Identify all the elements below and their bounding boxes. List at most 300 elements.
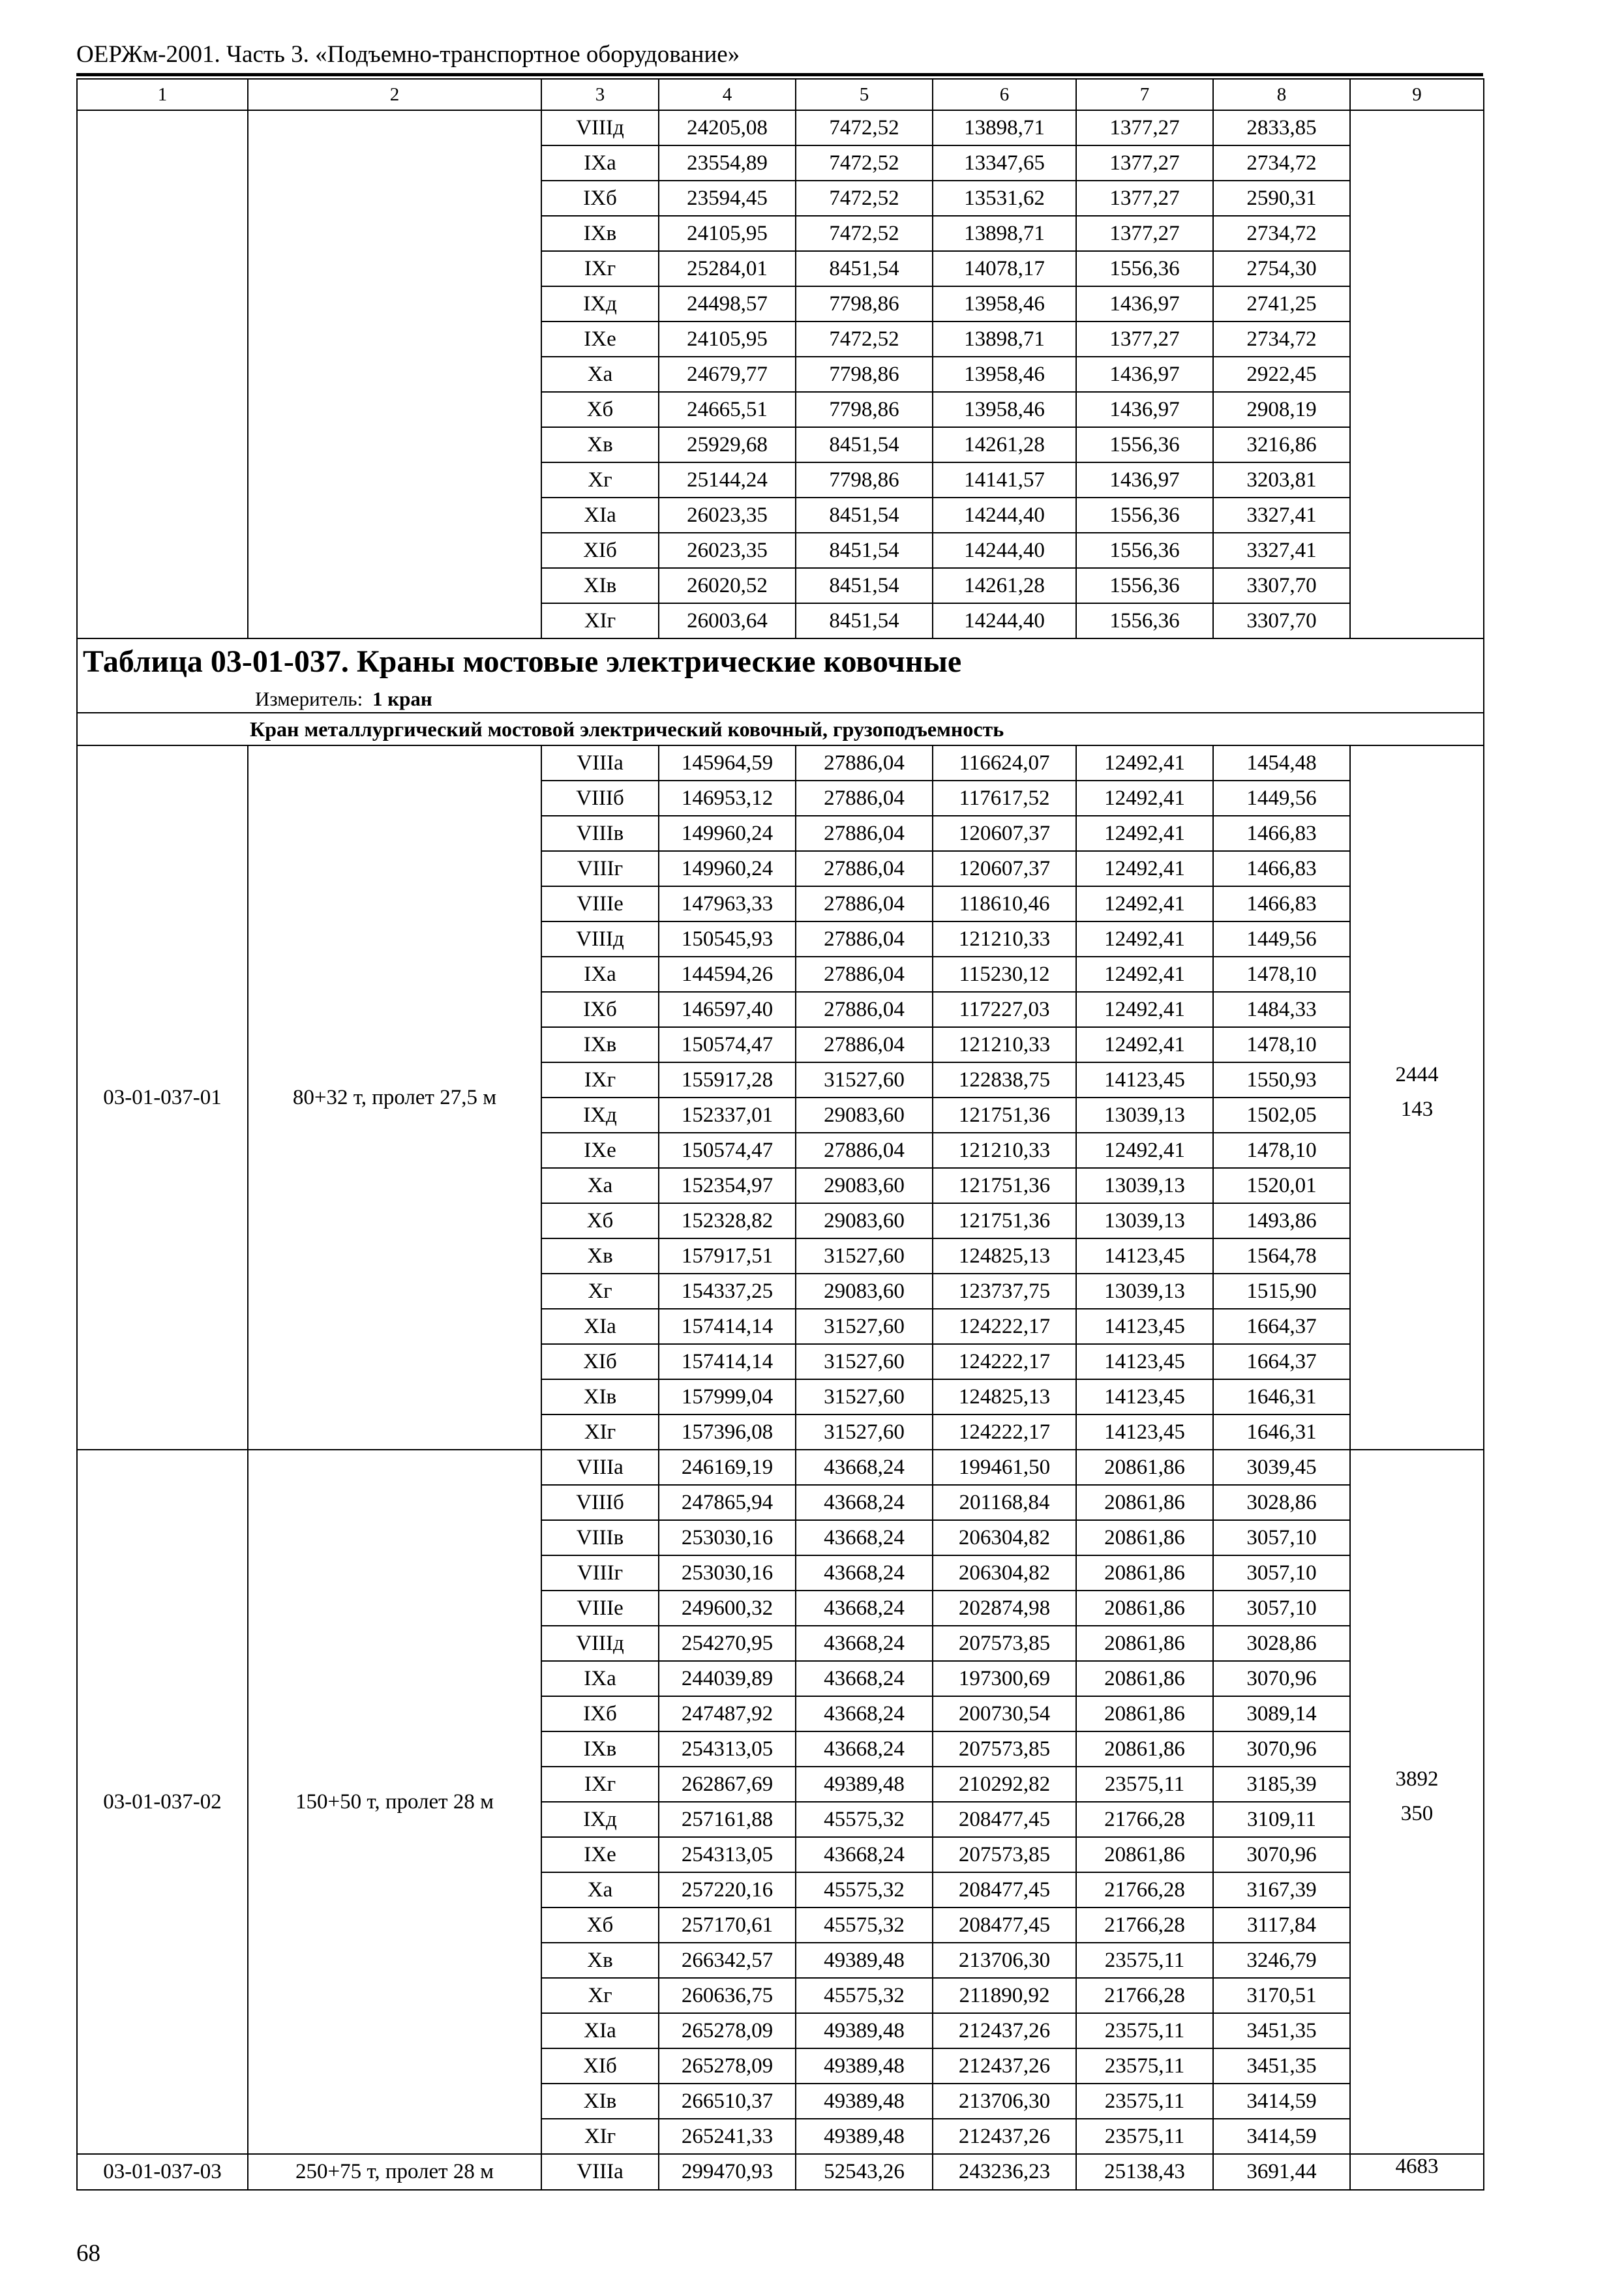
table-cell: 14123,45 <box>1076 1062 1213 1098</box>
table-cell: 1436,97 <box>1076 357 1213 392</box>
table-cell: 24498,57 <box>659 286 796 322</box>
table-cell: 1478,10 <box>1213 957 1350 992</box>
table-cell: 43668,24 <box>796 1626 933 1661</box>
table-cell: 150574,47 <box>659 1027 796 1062</box>
table-cell: 3057,10 <box>1213 1520 1350 1555</box>
table-cell: 13347,65 <box>933 145 1076 181</box>
table-cell: XIа <box>541 2013 659 2048</box>
table-cell: 23575,11 <box>1076 1943 1213 1978</box>
column-number-row <box>77 79 1484 110</box>
table-cell: 149960,24 <box>659 851 796 886</box>
table-cell: 13039,13 <box>1076 1203 1213 1238</box>
table-cell: 3451,35 <box>1213 2013 1350 2048</box>
table-cell: VIIIе <box>541 1591 659 1626</box>
table-cell: 27886,04 <box>796 1133 933 1168</box>
table-cell: 20861,86 <box>1076 1591 1213 1626</box>
table-cell: 43668,24 <box>796 1450 933 1485</box>
table-cell: 121210,33 <box>933 921 1076 957</box>
table-cell: 29083,60 <box>796 1203 933 1238</box>
table-cell: 52543,26 <box>796 2154 933 2190</box>
table-cell: 157999,04 <box>659 1379 796 1414</box>
table-cell: 7472,52 <box>796 216 933 251</box>
table-cell: 26023,35 <box>659 533 796 568</box>
table-cell: 199461,50 <box>933 1450 1076 1485</box>
table-cell: 13898,71 <box>933 322 1076 357</box>
table-cell: 253030,16 <box>659 1555 796 1591</box>
table-cell: 26023,35 <box>659 498 796 533</box>
col9-value: 3892 <box>1395 1767 1439 1791</box>
table-cell: 3117,84 <box>1213 1908 1350 1943</box>
table-cell: 208477,45 <box>933 1872 1076 1908</box>
table-cell: 25144,24 <box>659 462 796 498</box>
table-cell: IXг <box>541 1062 659 1098</box>
table-cell: 1466,83 <box>1213 816 1350 851</box>
table-cell: 254313,05 <box>659 1837 796 1872</box>
table-cell: 24679,77 <box>659 357 796 392</box>
table-cell: 1478,10 <box>1213 1133 1350 1168</box>
table-cell: VIIIа <box>541 745 659 781</box>
table-cell: 121751,36 <box>933 1203 1076 1238</box>
table-row <box>77 110 1484 145</box>
table-cell: 152328,82 <box>659 1203 796 1238</box>
table-cell: 1484,33 <box>1213 992 1350 1027</box>
column-number: 5 <box>796 79 933 110</box>
table-cell: 14123,45 <box>1076 1344 1213 1379</box>
table-cell: 206304,82 <box>933 1520 1076 1555</box>
table-cell: 145964,59 <box>659 745 796 781</box>
table-cell: Xг <box>541 1274 659 1309</box>
table-cell: 29083,60 <box>796 1274 933 1309</box>
table-cell: 23575,11 <box>1076 2119 1213 2154</box>
table-cell: 21766,28 <box>1076 1872 1213 1908</box>
table-cell: IXг <box>541 251 659 286</box>
table-cell: XIв <box>541 568 659 603</box>
table-cell: 20861,86 <box>1076 1520 1213 1555</box>
table-cell: VIIIв <box>541 816 659 851</box>
item-code: 03-01-037-01 <box>77 745 248 1450</box>
table-cell: 1436,97 <box>1076 462 1213 498</box>
table-cell: 43668,24 <box>796 1485 933 1520</box>
header-rule <box>76 73 1483 76</box>
table-cell: 2908,19 <box>1213 392 1350 427</box>
table-cell: 7472,52 <box>796 110 933 145</box>
table-cell: 121210,33 <box>933 1133 1076 1168</box>
table-cell: 1564,78 <box>1213 1238 1350 1274</box>
table-cell: 24665,51 <box>659 392 796 427</box>
column-number: 7 <box>1076 79 1213 110</box>
table-cell: 29083,60 <box>796 1098 933 1133</box>
table-cell: 1556,36 <box>1076 251 1213 286</box>
table-cell: 49389,48 <box>796 2013 933 2048</box>
item-name <box>248 110 541 638</box>
table-cell: 262867,69 <box>659 1767 796 1802</box>
table-subtitle: Кран металлургический мостовой электрический ковочный, грузоподъемность <box>77 713 1484 745</box>
table-cell: XIа <box>541 498 659 533</box>
table-cell: 27886,04 <box>796 1027 933 1062</box>
table-cell: 265241,33 <box>659 2119 796 2154</box>
table-cell: IXв <box>541 1027 659 1062</box>
table-cell: 1493,86 <box>1213 1203 1350 1238</box>
table-cell: VIIIг <box>541 1555 659 1591</box>
table-cell: 201168,84 <box>933 1485 1076 1520</box>
table-cell: 45575,32 <box>796 1802 933 1837</box>
table-cell: 1664,37 <box>1213 1344 1350 1379</box>
table-cell: 211890,92 <box>933 1978 1076 2013</box>
table-cell: 3057,10 <box>1213 1591 1350 1626</box>
table-cell: 254313,05 <box>659 1731 796 1767</box>
table-cell: 12492,41 <box>1076 781 1213 816</box>
col9-value: 2444 <box>1395 1063 1439 1086</box>
table-cell: 1377,27 <box>1076 322 1213 357</box>
table-cell: 20861,86 <box>1076 1626 1213 1661</box>
table-cell: 23575,11 <box>1076 2048 1213 2084</box>
item-name: 80+32 т, пролет 27,5 м <box>248 745 541 1450</box>
table-cell: 23575,11 <box>1076 2084 1213 2119</box>
table-cell: 257161,88 <box>659 1802 796 1837</box>
table-cell: 254270,95 <box>659 1626 796 1661</box>
table-cell: 23575,11 <box>1076 1767 1213 1802</box>
table-cell: 20861,86 <box>1076 1485 1213 1520</box>
table-cell: 49389,48 <box>796 1767 933 1802</box>
table-cell: 207573,85 <box>933 1731 1076 1767</box>
col9-value: 143 <box>1400 1098 1434 1121</box>
table-cell: IXд <box>541 1802 659 1837</box>
table-cell: 253030,16 <box>659 1520 796 1555</box>
table-cell: 49389,48 <box>796 2084 933 2119</box>
item-col9 <box>1350 2154 1484 2190</box>
page-number: 68 <box>76 2240 100 2267</box>
table-cell: 7472,52 <box>796 181 933 216</box>
table-cell: 27886,04 <box>796 992 933 1027</box>
table-cell: 3109,11 <box>1213 1802 1350 1837</box>
table-cell: 13039,13 <box>1076 1274 1213 1309</box>
table-cell: 31527,60 <box>796 1379 933 1414</box>
table-cell: 212437,26 <box>933 2013 1076 2048</box>
table-cell: IXб <box>541 181 659 216</box>
table-cell: 3185,39 <box>1213 1767 1350 1802</box>
table-cell: 12492,41 <box>1076 921 1213 957</box>
table-cell: XIб <box>541 533 659 568</box>
table-cell: Xв <box>541 1943 659 1978</box>
table-cell: 154337,25 <box>659 1274 796 1309</box>
table-cell: IXд <box>541 1098 659 1133</box>
table-cell: 20861,86 <box>1076 1696 1213 1731</box>
table-cell: 2754,30 <box>1213 251 1350 286</box>
table-cell: 3167,39 <box>1213 1872 1350 1908</box>
measure-label: Измеритель: <box>255 687 363 710</box>
table-cell: 7472,52 <box>796 145 933 181</box>
table-cell: 124222,17 <box>933 1344 1076 1379</box>
table-cell: 7798,86 <box>796 286 933 322</box>
table-cell: 155917,28 <box>659 1062 796 1098</box>
column-number: 6 <box>933 79 1076 110</box>
item-col9 <box>1350 1450 1484 2154</box>
table-cell: 200730,54 <box>933 1696 1076 1731</box>
table-cell: Xв <box>541 1238 659 1274</box>
table-cell: 27886,04 <box>796 851 933 886</box>
table-cell: 1550,93 <box>1213 1062 1350 1098</box>
table-cell: 26020,52 <box>659 568 796 603</box>
table-cell: 31527,60 <box>796 1344 933 1379</box>
table-cell: 150574,47 <box>659 1133 796 1168</box>
subtitle-row <box>77 713 1484 745</box>
table-cell: 13039,13 <box>1076 1098 1213 1133</box>
table-title: Таблица 03-01-037. Краны мостовые электрические ковочные <box>77 638 1484 685</box>
table-cell: 20861,86 <box>1076 1837 1213 1872</box>
table-cell: 24105,95 <box>659 216 796 251</box>
table-cell: 43668,24 <box>796 1555 933 1591</box>
table-cell: 26003,64 <box>659 603 796 638</box>
table-cell: 1520,01 <box>1213 1168 1350 1203</box>
table-cell: XIг <box>541 1414 659 1450</box>
table-cell: XIг <box>541 2119 659 2154</box>
table-cell: 1377,27 <box>1076 145 1213 181</box>
table-cell: 23554,89 <box>659 145 796 181</box>
table-cell: 1478,10 <box>1213 1027 1350 1062</box>
table-cell: 244039,89 <box>659 1661 796 1696</box>
measure-value: 1 кран <box>372 687 432 710</box>
table-cell: IXе <box>541 1837 659 1872</box>
table-cell: 2734,72 <box>1213 322 1350 357</box>
table-cell: 1436,97 <box>1076 286 1213 322</box>
table-cell: 2734,72 <box>1213 216 1350 251</box>
table-cell: 266342,57 <box>659 1943 796 1978</box>
table-cell: 121210,33 <box>933 1027 1076 1062</box>
item-col9 <box>1350 745 1484 1450</box>
table-cell: IXб <box>541 1696 659 1731</box>
table-cell: 7472,52 <box>796 322 933 357</box>
table-cell: 13958,46 <box>933 392 1076 427</box>
column-number: 4 <box>659 79 796 110</box>
rates-table <box>76 78 1484 2191</box>
table-cell: VIIIб <box>541 781 659 816</box>
table-cell: 14123,45 <box>1076 1414 1213 1450</box>
table-cell: 2590,31 <box>1213 181 1350 216</box>
table-cell: 202874,98 <box>933 1591 1076 1626</box>
table-cell: 3028,86 <box>1213 1485 1350 1520</box>
table-cell: 1556,36 <box>1076 533 1213 568</box>
table-cell: IXа <box>541 145 659 181</box>
item-code: 03-01-037-02 <box>77 1450 248 2154</box>
table-cell: 3414,59 <box>1213 2084 1350 2119</box>
table-cell: 3089,14 <box>1213 1696 1350 1731</box>
table-cell: 1556,36 <box>1076 498 1213 533</box>
table-cell: 27886,04 <box>796 816 933 851</box>
table-cell: 43668,24 <box>796 1591 933 1626</box>
table-cell: 29083,60 <box>796 1168 933 1203</box>
table-cell: IXд <box>541 286 659 322</box>
table-cell: 210292,82 <box>933 1767 1076 1802</box>
table-cell: IXе <box>541 1133 659 1168</box>
table-cell: 124222,17 <box>933 1309 1076 1344</box>
table-cell: VIIIд <box>541 1626 659 1661</box>
table-cell: 12492,41 <box>1076 957 1213 992</box>
table-cell: 122838,75 <box>933 1062 1076 1098</box>
table-cell: 144594,26 <box>659 957 796 992</box>
column-number: 9 <box>1350 79 1484 110</box>
table-cell: 1556,36 <box>1076 603 1213 638</box>
col9-value: 4683 <box>1395 2155 1439 2178</box>
table-title-row <box>77 638 1484 685</box>
table-cell: 212437,26 <box>933 2119 1076 2154</box>
item-col9 <box>1350 110 1484 638</box>
table-cell: Xг <box>541 1978 659 2013</box>
table-cell: IXв <box>541 1731 659 1767</box>
table-cell: VIIIа <box>541 2154 659 2190</box>
table-cell: 8451,54 <box>796 533 933 568</box>
table-cell: 116624,07 <box>933 745 1076 781</box>
table-cell: XIв <box>541 2084 659 2119</box>
table-cell: 2922,45 <box>1213 357 1350 392</box>
table-cell: 7798,86 <box>796 462 933 498</box>
table-cell: 1556,36 <box>1076 568 1213 603</box>
table-cell: 1466,83 <box>1213 851 1350 886</box>
table-cell: 12492,41 <box>1076 745 1213 781</box>
table-cell: 43668,24 <box>796 1696 933 1731</box>
table-cell: 157917,51 <box>659 1238 796 1274</box>
table-cell: 124825,13 <box>933 1379 1076 1414</box>
measure-cell <box>77 685 1484 713</box>
table-cell: 27886,04 <box>796 886 933 921</box>
table-cell: 247865,94 <box>659 1485 796 1520</box>
table-cell: 21766,28 <box>1076 1978 1213 2013</box>
table-cell: 213706,30 <box>933 2084 1076 2119</box>
table-cell: 247487,92 <box>659 1696 796 1731</box>
table-cell: 13898,71 <box>933 216 1076 251</box>
table-cell: 1377,27 <box>1076 216 1213 251</box>
table-cell: 3327,41 <box>1213 533 1350 568</box>
table-cell: 208477,45 <box>933 1802 1076 1837</box>
table-cell: 207573,85 <box>933 1626 1076 1661</box>
table-cell: 25929,68 <box>659 427 796 462</box>
table-cell: Xа <box>541 1872 659 1908</box>
table-cell: 257220,16 <box>659 1872 796 1908</box>
table-cell: XIв <box>541 1379 659 1414</box>
table-cell: 14244,40 <box>933 603 1076 638</box>
table-cell: 20861,86 <box>1076 1450 1213 1485</box>
col9-value: 350 <box>1400 1802 1434 1825</box>
table-cell: IXг <box>541 1767 659 1802</box>
table-cell: Xб <box>541 392 659 427</box>
table-cell: 27886,04 <box>796 781 933 816</box>
table-cell: 3451,35 <box>1213 2048 1350 2084</box>
table-cell: 14123,45 <box>1076 1309 1213 1344</box>
table-cell: 49389,48 <box>796 2048 933 2084</box>
table-cell: 49389,48 <box>796 2119 933 2154</box>
table-cell: 299470,93 <box>659 2154 796 2190</box>
table-cell: 43668,24 <box>796 1520 933 1555</box>
running-header: ОЕРЖм-2001. Часть 3. «Подъемно-транспортное оборудование» <box>76 41 740 68</box>
table-cell: 12492,41 <box>1076 992 1213 1027</box>
table-cell: IXа <box>541 1661 659 1696</box>
table-cell: 14123,45 <box>1076 1379 1213 1414</box>
table-cell: 43668,24 <box>796 1731 933 1767</box>
table-cell: Xа <box>541 1168 659 1203</box>
table-cell: 1449,56 <box>1213 921 1350 957</box>
table-cell: IXе <box>541 322 659 357</box>
table-cell: 1436,97 <box>1076 392 1213 427</box>
table-cell: 3691,44 <box>1213 2154 1350 2190</box>
table-cell: 3070,96 <box>1213 1731 1350 1767</box>
table-cell: 121751,36 <box>933 1168 1076 1203</box>
table-cell: 120607,37 <box>933 816 1076 851</box>
table-cell: 208477,45 <box>933 1908 1076 1943</box>
table-cell: 1377,27 <box>1076 110 1213 145</box>
table-cell: 121751,36 <box>933 1098 1076 1133</box>
table-cell: 45575,32 <box>796 1872 933 1908</box>
table-cell: 3070,96 <box>1213 1837 1350 1872</box>
table-cell: 1502,05 <box>1213 1098 1350 1133</box>
table-cell: 266510,37 <box>659 2084 796 2119</box>
table-cell: 14244,40 <box>933 533 1076 568</box>
table-cell: 2734,72 <box>1213 145 1350 181</box>
table-cell: 117227,03 <box>933 992 1076 1027</box>
table-cell: 14078,17 <box>933 251 1076 286</box>
table-cell: 8451,54 <box>796 568 933 603</box>
table-cell: XIг <box>541 603 659 638</box>
table-cell: 24105,95 <box>659 322 796 357</box>
table-cell: 20861,86 <box>1076 1661 1213 1696</box>
table-cell: 20861,86 <box>1076 1731 1213 1767</box>
table-cell: 157414,14 <box>659 1344 796 1379</box>
table-cell: XIб <box>541 2048 659 2084</box>
table-cell: 27886,04 <box>796 745 933 781</box>
table-cell: 23575,11 <box>1076 2013 1213 2048</box>
table-cell: IXб <box>541 992 659 1027</box>
table-cell: 1449,56 <box>1213 781 1350 816</box>
table-cell: 157414,14 <box>659 1309 796 1344</box>
item-code: 03-01-037-03 <box>77 2154 248 2190</box>
table-cell: 8451,54 <box>796 603 933 638</box>
table-cell: 3414,59 <box>1213 2119 1350 2154</box>
table-cell: 1466,83 <box>1213 886 1350 921</box>
column-number: 2 <box>248 79 541 110</box>
table-cell: 152337,01 <box>659 1098 796 1133</box>
table-cell: 21766,28 <box>1076 1908 1213 1943</box>
table-cell: 31527,60 <box>796 1309 933 1344</box>
column-number: 1 <box>77 79 248 110</box>
table-cell: 7798,86 <box>796 392 933 427</box>
table-cell: VIIIа <box>541 1450 659 1485</box>
table-cell: 14123,45 <box>1076 1238 1213 1274</box>
table-cell: 246169,19 <box>659 1450 796 1485</box>
table-cell: 12492,41 <box>1076 851 1213 886</box>
table-cell: 1556,36 <box>1076 427 1213 462</box>
table-cell: 150545,93 <box>659 921 796 957</box>
table-cell: Xв <box>541 427 659 462</box>
table-cell: 25138,43 <box>1076 2154 1213 2190</box>
table-cell: Xб <box>541 1203 659 1238</box>
table-cell: 31527,60 <box>796 1238 933 1274</box>
table-cell: 124825,13 <box>933 1238 1076 1274</box>
table-cell: Xб <box>541 1908 659 1943</box>
table-cell: 45575,32 <box>796 1978 933 2013</box>
table-cell: 31527,60 <box>796 1414 933 1450</box>
table-cell: 13039,13 <box>1076 1168 1213 1203</box>
table-cell: 1377,27 <box>1076 181 1213 216</box>
table-cell: 49389,48 <box>796 1943 933 1978</box>
table-row <box>77 2154 1484 2190</box>
table-cell: 3307,70 <box>1213 603 1350 638</box>
table-cell: 157396,08 <box>659 1414 796 1450</box>
table-cell: 31527,60 <box>796 1062 933 1098</box>
table-cell: VIIIд <box>541 921 659 957</box>
table-cell: 197300,69 <box>933 1661 1076 1696</box>
table-cell: 12492,41 <box>1076 816 1213 851</box>
table-cell: 8451,54 <box>796 251 933 286</box>
table-cell: 260636,75 <box>659 1978 796 2013</box>
table-cell: 7798,86 <box>796 357 933 392</box>
